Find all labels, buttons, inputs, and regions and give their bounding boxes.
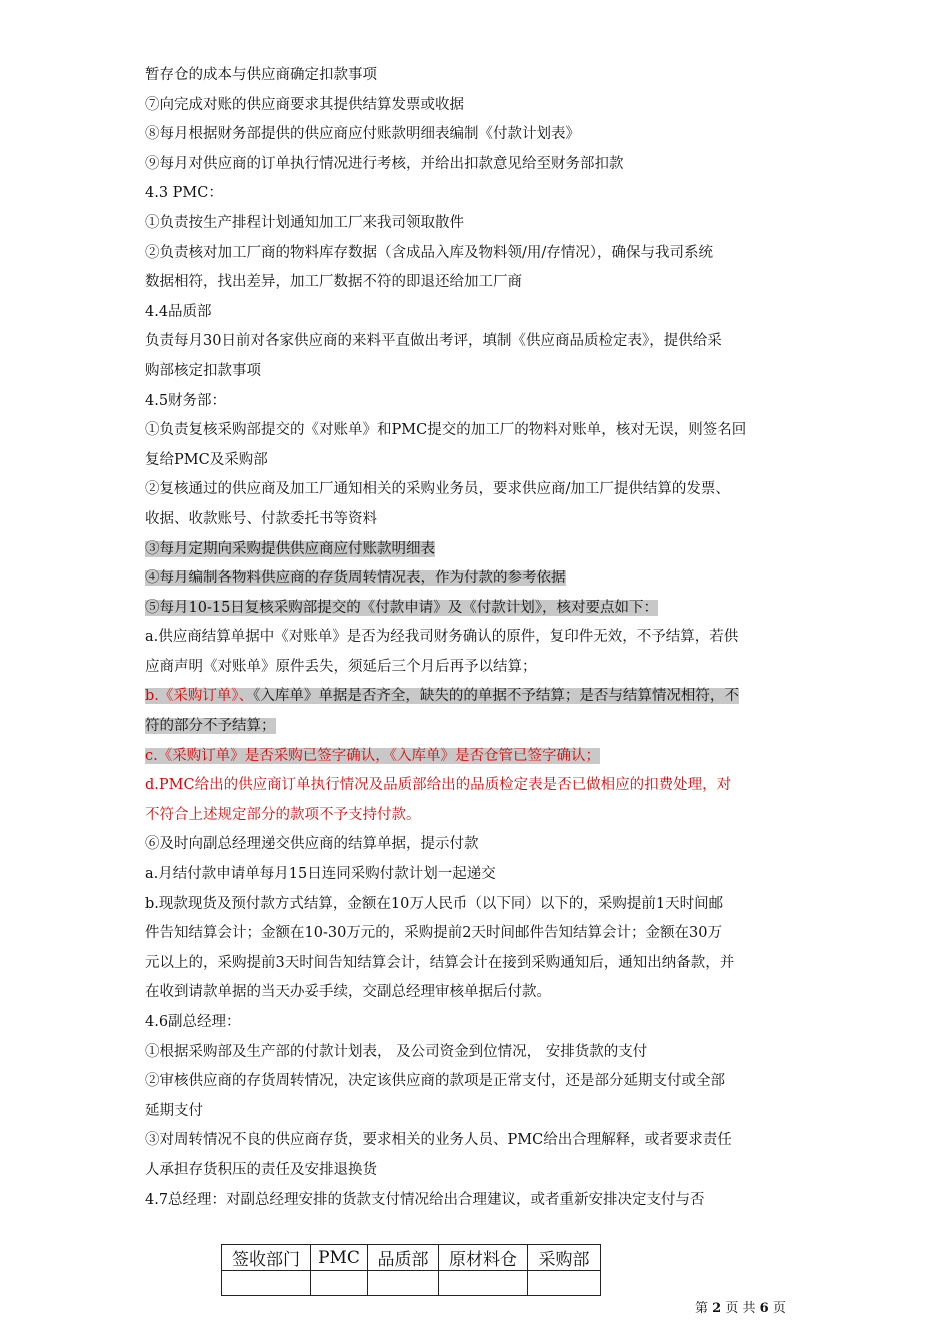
text-line: 购部核定扣款事项 <box>145 362 261 379</box>
text-line: 收据、收款账号、付款委托书等资料 <box>145 510 377 527</box>
highlight-span: 符的部分不予结算； <box>145 718 276 735</box>
footer-suffix: 页 <box>772 1301 786 1316</box>
section-heading: 4.5财务部： <box>145 392 227 409</box>
highlighted-line <box>145 712 820 742</box>
highlight-span <box>145 688 739 704</box>
section-heading: 4.3 PMC： <box>145 185 223 202</box>
highlight-span: ⑤每月10-15日复核采购部提交的《付款申请》及《付款计划》，核对要点如下： <box>145 599 659 616</box>
section-heading: 4.6副总经理： <box>145 1014 241 1030</box>
text-line: a.供应商结算单据中《对账单》是否为经我司财务确认的原件，复印件无效，不予结算，若供 <box>145 629 739 646</box>
text-line: ⑧每月根据财务部提供的供应商应付账款明细表编制《付款计划表》 <box>145 126 580 143</box>
text-line: ③对周转情况不良的供应商存货，要求相关的业务人员、PMC给出合理解释，或者要求责任 <box>145 1132 732 1149</box>
text-line: b.现款现货及预付款方式结算，金额在10万人民币（以下同）以下的，采购提前1天时间邮 <box>145 895 724 912</box>
highlight-span: ③每月定期向采购提供供应商应付账款明细表 <box>145 540 435 557</box>
text-line: ②复核通过的供应商及加工厂通知相关的采购业务员，要求供应商/加工厂提供结算的发票、 <box>145 481 730 498</box>
black-text: 《入库单》单据是否齐全，缺失的的单据不予结算；是否与结算情况相符，不 <box>253 688 739 705</box>
page-total: 6 <box>759 1301 769 1316</box>
text-line: 暂存仓的成本与供应商确定扣款事项 <box>145 67 377 83</box>
signature-cell[interactable] <box>222 1271 311 1296</box>
text-line: ①根据采购部及生产部的付款计划表， 及公司资金到位情况， 安排货款的支付 <box>145 1043 648 1060</box>
text-line: ⑥及时向副总经理递交供应商的结算单据，提示付款 <box>145 836 479 853</box>
highlighted-line <box>145 564 820 594</box>
text-line: 复给PMC及采购部 <box>145 451 268 468</box>
document-body <box>145 61 820 1215</box>
text-line: 负责每月30日前对各家供应商的来料平直做出考评，填制《供应商品质检定表》，提供给采 <box>145 333 722 350</box>
highlighted-line <box>145 535 820 565</box>
highlight-span: c.《采购订单》是否采购已签字确认，《入库单》是否仓管已签字确认； <box>145 747 600 764</box>
highlighted-red-line <box>145 742 820 772</box>
text-line: 应商声明《对账单》原件丢失，须延后三个月后再予以结算； <box>145 658 537 675</box>
header-cell: 原材料仓 <box>439 1245 528 1271</box>
section-heading: 4.7总经理：对副总经理安排的货款支付情况给出合理建议，或者重新安排决定支付与否 <box>145 1191 705 1208</box>
text-line: 元以上的，采购提前3天时间告知结算会计，结算会计在接到采购通知后，通知出纳备款，并 <box>145 954 735 971</box>
red-line: d.PMC给出的供应商订单执行情况及品质部给出的品质检定表是否已做相应的扣费处理，对 <box>145 777 732 794</box>
table-header-row <box>222 1245 601 1271</box>
section-heading: 4.4品质部 <box>145 303 212 320</box>
sign-off-table <box>221 1244 601 1296</box>
table-row <box>222 1271 601 1296</box>
signature-cell[interactable] <box>528 1271 601 1296</box>
header-cell: 签收部门 <box>222 1245 311 1271</box>
page-number: 2 <box>712 1301 722 1316</box>
red-line: 不符合上述规定部分的款项不予支持付款。 <box>145 806 421 823</box>
header-cell: PMC <box>311 1245 368 1271</box>
text-line: ②审核供应商的存货周转情况，决定该供应商的款项是正常支付，还是部分延期支付或全部 <box>145 1073 725 1090</box>
text-line: ①负责复核采购部提交的《对账单》和PMC提交的加工厂的物料对账单，核对无误，则签名回 <box>145 422 747 439</box>
highlight-span: ④每月编制各物料供应商的存货周转情况表，作为付款的参考依据 <box>145 570 566 587</box>
highlighted-line <box>145 594 820 624</box>
text-line: ⑦向完成对账的供应商要求其提供结算发票或收据 <box>145 96 464 113</box>
red-text: b.《采购订单》、 <box>145 688 254 705</box>
text-line: 件告知结算会计；金额在10-30万元的，采购提前2天时间邮件告知结算会计；金额在30万 <box>145 925 722 942</box>
text-line: a.月结付款申请单每月15日连同采购付款计划一起递交 <box>145 866 496 883</box>
text-line: 在收到请款单据的当天办妥手续，交副总经理审核单据后付款。 <box>145 984 551 1001</box>
text-line: ⑨每月对供应商的订单执行情况进行考核，并给出扣款意见给至财务部扣款 <box>145 155 624 172</box>
footer-prefix: 第 <box>695 1301 709 1316</box>
text-line: 延期支付 <box>145 1102 203 1119</box>
text-line: ②负责核对加工厂商的物料库存数据（含成品入库及物料领/用/存情况），确保与我司系统 <box>145 244 714 261</box>
text-line: ①负责按生产排程计划通知加工厂来我司领取散件 <box>145 214 464 231</box>
signature-cell[interactable] <box>439 1271 528 1296</box>
footer-middle: 页 共 <box>725 1301 756 1316</box>
header-cell: 品质部 <box>368 1245 439 1271</box>
signature-cell[interactable] <box>368 1271 439 1296</box>
highlighted-mixed-line <box>145 682 820 712</box>
text-line: 人承担存货积压的责任及安排退换货 <box>145 1161 377 1178</box>
page-footer <box>695 1297 786 1316</box>
text-line: 数据相符，找出差异，加工厂数据不符的即退还给加工厂商 <box>145 274 522 291</box>
signature-cell[interactable] <box>311 1271 368 1296</box>
header-cell: 采购部 <box>528 1245 601 1271</box>
